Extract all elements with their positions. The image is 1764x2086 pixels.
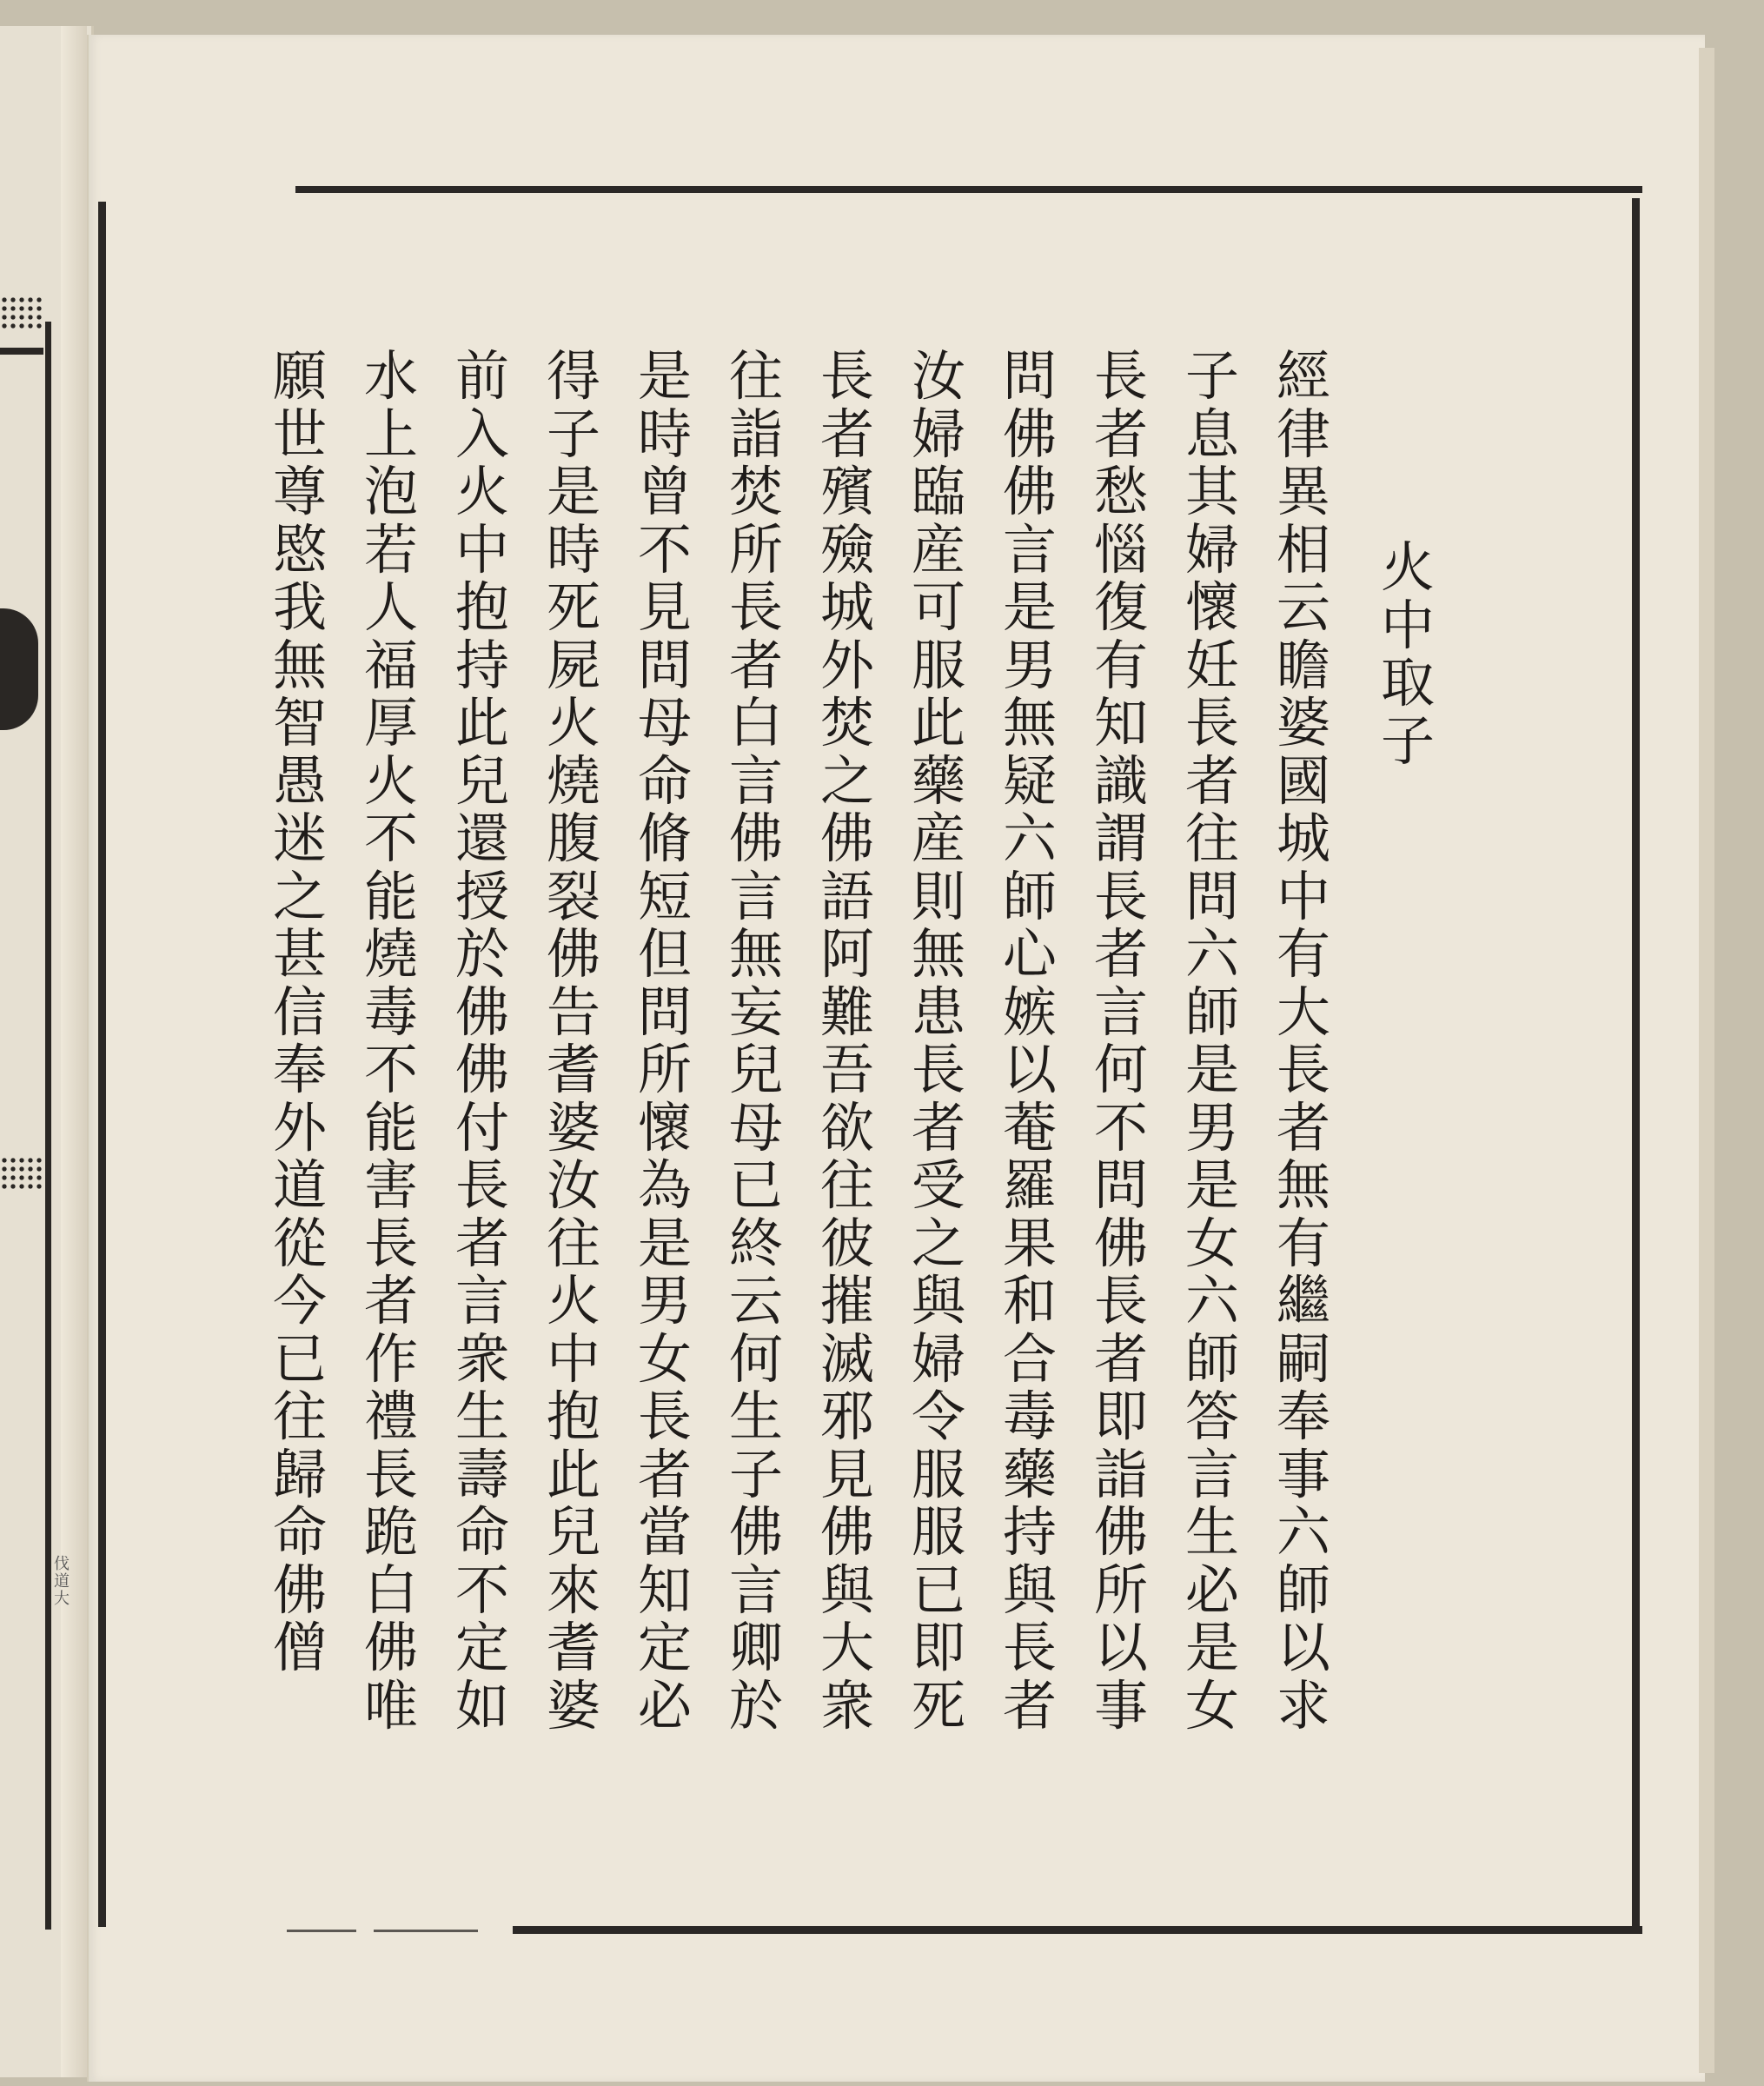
text-column: 子息其婦懷妊長者往問六師是男是女六師答言生必是女	[1184, 344, 1239, 1737]
page-edge	[1699, 48, 1714, 2073]
left-page-illustration-dots	[0, 1156, 42, 1191]
text-column: 願世尊愍我無智愚迷之甚信奉外道從今已往歸命佛僧	[272, 344, 327, 1679]
left-page-caption: 伐道大	[54, 1555, 70, 1608]
text-block	[272, 344, 1460, 1808]
frame-top-line	[295, 186, 1642, 193]
left-page-gutter	[61, 26, 87, 2077]
page-title: 火中取子	[1380, 535, 1435, 773]
text-column: 得子是時死屍火燒腹裂佛告耆婆汝往火中抱此兒來耆婆	[546, 344, 600, 1737]
frame-bottom-line	[513, 1926, 1642, 1934]
text-column: 汝婦臨産可服此藥産則無患長者受之與婦令服服已即死	[911, 344, 965, 1737]
text-column: 往詣焚所長者白言佛言無妄兒母已終云何生子佛言卿於	[728, 344, 783, 1737]
text-column: 問佛佛言是男無疑六師心嫉以菴羅果和合毒藥持與長者	[1002, 344, 1057, 1737]
left-page-illustration-fragment	[0, 608, 38, 730]
frame-bottom-broken-line	[287, 1930, 356, 1932]
text-column: 長者愁惱復有知識謂長者言何不問佛長者即詣佛所以事	[1093, 344, 1148, 1737]
text-column: 是時曾不見問母命脩短但問所懷為是男女長者當知定必	[637, 344, 692, 1737]
frame-left-line	[98, 202, 106, 1927]
text-column: 水上泡若人福厚火不能燒毒不能害長者作禮長跪白佛唯	[363, 344, 418, 1737]
frame-bottom-broken-line	[374, 1930, 478, 1932]
left-page-illustration-dots	[0, 296, 42, 330]
left-page-illustration-fragment	[0, 348, 43, 355]
text-column: 經律異相云瞻婆國城中有大長者無有繼嗣奉事六師以求	[1276, 344, 1330, 1737]
text-column: 前入火中抱持此兒還授於佛佛付長者言衆生壽命不定如	[454, 344, 509, 1737]
text-column: 長者殯殮城外焚之佛語阿難吾欲往彼摧滅邪見佛與大衆	[819, 344, 874, 1737]
left-page-frame-line	[45, 322, 51, 1930]
frame-right-line	[1632, 198, 1640, 1932]
